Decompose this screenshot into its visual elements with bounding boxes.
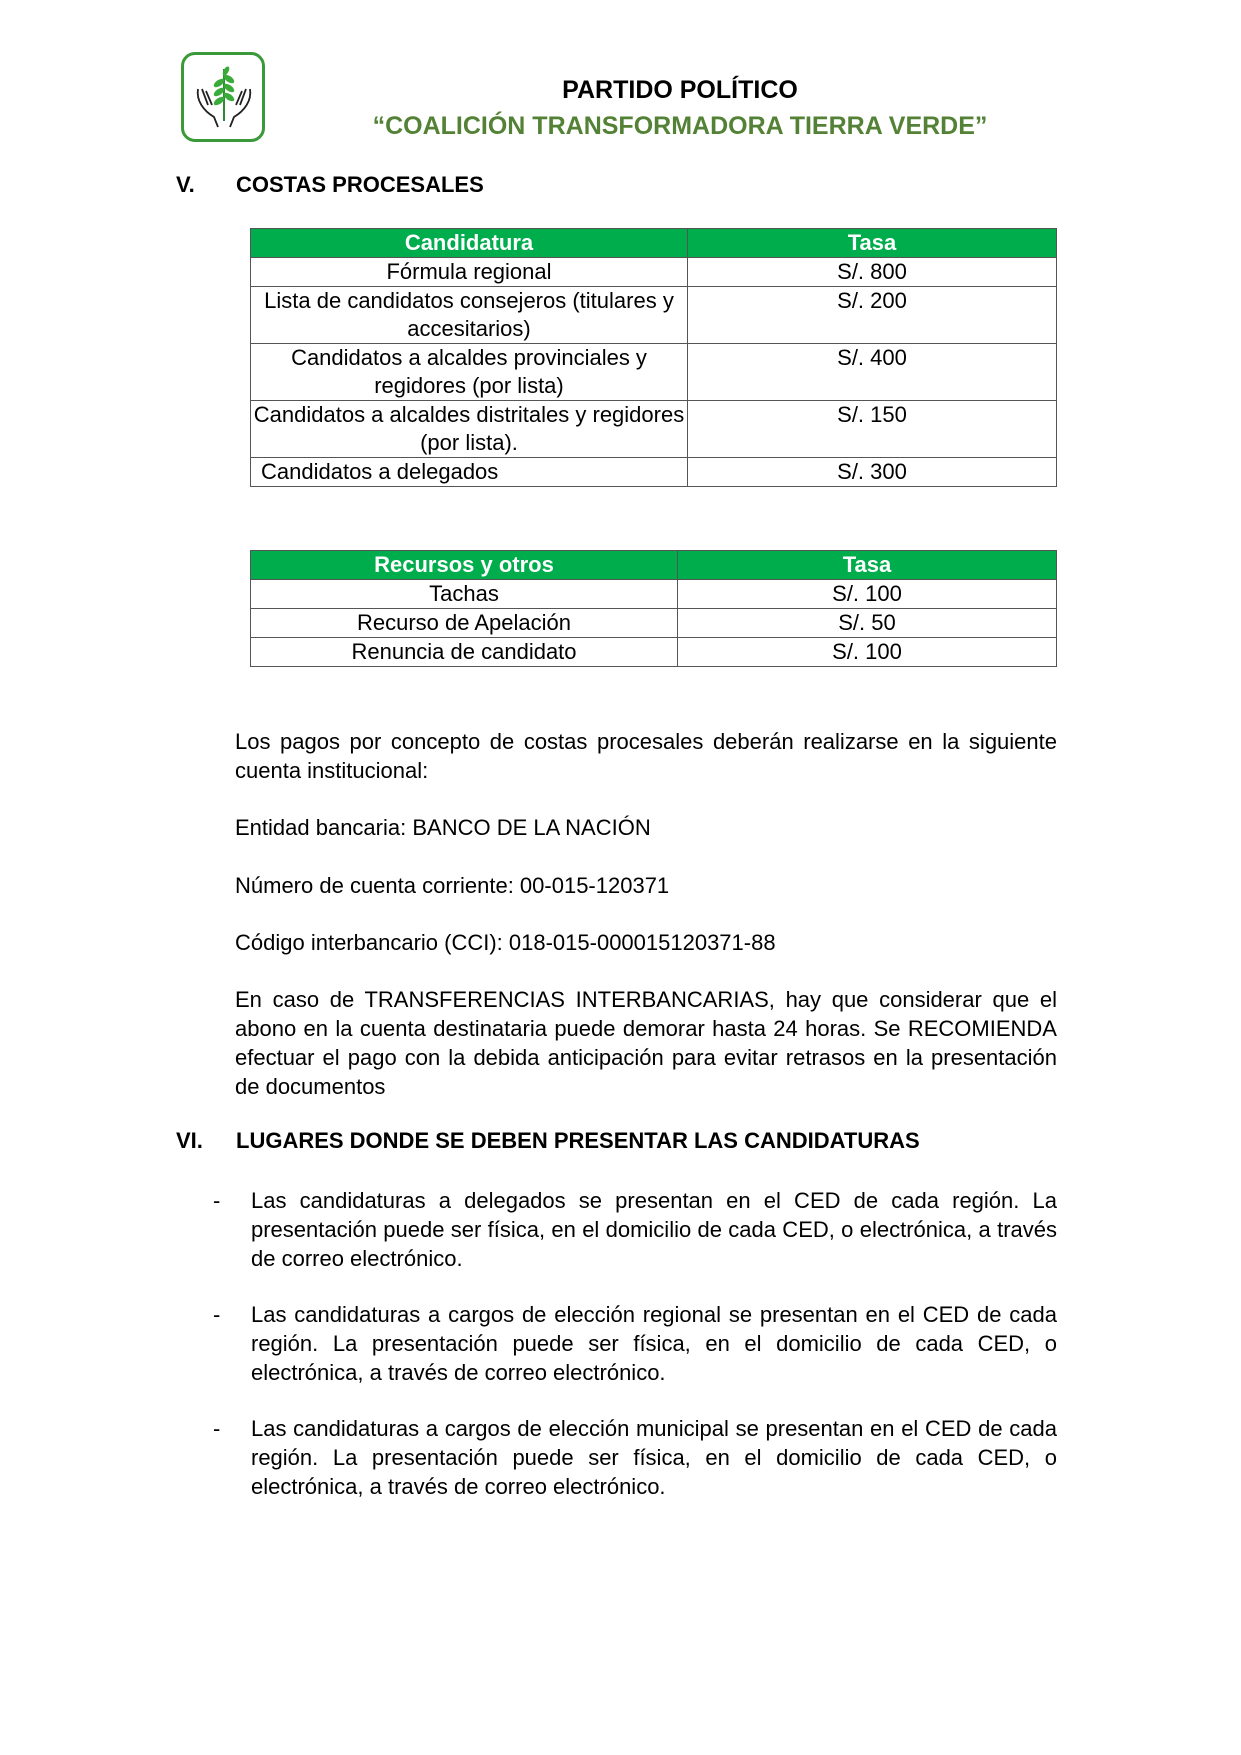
candidatura-cell: Candidatos a alcaldes distritales y regidores (por lista).: [251, 401, 688, 458]
table-row: [251, 401, 1057, 458]
party-name: “COALICIÓN TRANSFORMADORA TIERRA VERDE”: [372, 112, 988, 140]
bank-name: Entidad bancaria: BANCO DE LA NACIÓN: [235, 815, 651, 840]
table-row: [251, 609, 1057, 638]
candidatura-cell: Candidatos a delegados: [251, 458, 688, 487]
list-item-text: Las candidaturas a delegados se presentan en el CED de cada región. La presentación puede ser física, en el domicilio de cada CED, o electrónica, a través de correo electrónico.: [251, 1188, 1057, 1271]
section-vi-heading: [176, 1128, 920, 1154]
cci-code: Código interbancario (CCI): 018-015-000015120371-88: [235, 930, 776, 955]
column-header: Candidatura: [251, 229, 688, 258]
tasa-cell: S/. 300: [688, 458, 1057, 487]
party-logo: [181, 52, 265, 142]
section-number: V.: [176, 172, 195, 197]
column-header: Recursos y otros: [251, 551, 678, 580]
candidatura-cell: Lista de candidatos consejeros (titulares y accesitarios): [251, 287, 688, 344]
table-row: [251, 258, 1057, 287]
tasa-cell: S/. 200: [688, 287, 1057, 344]
bullet-dash: -: [213, 1188, 221, 1213]
section-title: COSTAS PROCESALES: [236, 172, 484, 197]
list-item-text: Las candidaturas a cargos de elección regional se presentan en el CED de cada región. La presentación puede ser física, en el domicilio de cada CED, o electrónica, a través de correo electrónico.: [251, 1302, 1057, 1385]
recursos-fees-table: [250, 550, 1057, 667]
party-title: PARTIDO POLÍTICO: [562, 76, 798, 104]
list-item: [213, 1414, 1057, 1501]
list-item: [213, 1186, 1057, 1273]
table-row: [251, 458, 1057, 487]
table-row: [251, 580, 1057, 609]
table-header-row: [251, 229, 1057, 258]
bullet-dash: -: [213, 1416, 221, 1441]
hands-holding-wheat-icon: [188, 61, 260, 135]
bullet-dash: -: [213, 1302, 221, 1327]
column-header: Tasa: [678, 551, 1057, 580]
column-header: Tasa: [688, 229, 1057, 258]
list-item: [213, 1300, 1057, 1387]
payment-intro: Los pagos por concepto de costas procesales deberán realizarse en la siguiente cuenta institucional:: [235, 729, 1057, 783]
candidatura-cell: Candidatos a alcaldes provinciales y regidores (por lista): [251, 344, 688, 401]
table-row: [251, 344, 1057, 401]
table-row: [251, 287, 1057, 344]
tasa-cell: S/. 50: [678, 609, 1057, 638]
candidatura-fees-table: [250, 228, 1057, 487]
recurso-cell: Recurso de Apelación: [251, 609, 678, 638]
section-v-heading: [176, 172, 484, 198]
transfer-note: En caso de TRANSFERENCIAS INTERBANCARIAS, hay que considerar que el abono en la cuenta destinataria puede demorar hasta 24 horas. Se RECOMIENDA efectuar el pago con la debida anticipación para evitar retrasos en la presentación de documentos: [235, 987, 1057, 1099]
table-header-row: [251, 551, 1057, 580]
tasa-cell: S/. 400: [688, 344, 1057, 401]
section-number: VI.: [176, 1128, 203, 1153]
section-title: LUGARES DONDE SE DEBEN PRESENTAR LAS CANDIDATURAS: [236, 1128, 920, 1153]
list-item-text: Las candidaturas a cargos de elección municipal se presentan en el CED de cada región. La presentación puede ser física, en el domicilio de cada CED, o electrónica, a través de correo electrónico.: [251, 1416, 1057, 1499]
candidatura-cell: Fórmula regional: [251, 258, 688, 287]
recurso-cell: Renuncia de candidato: [251, 638, 678, 667]
recurso-cell: Tachas: [251, 580, 678, 609]
account-number: Número de cuenta corriente: 00-015-120371: [235, 873, 670, 898]
tasa-cell: S/. 800: [688, 258, 1057, 287]
tasa-cell: S/. 150: [688, 401, 1057, 458]
tasa-cell: S/. 100: [678, 638, 1057, 667]
table-row: [251, 638, 1057, 667]
tasa-cell: S/. 100: [678, 580, 1057, 609]
